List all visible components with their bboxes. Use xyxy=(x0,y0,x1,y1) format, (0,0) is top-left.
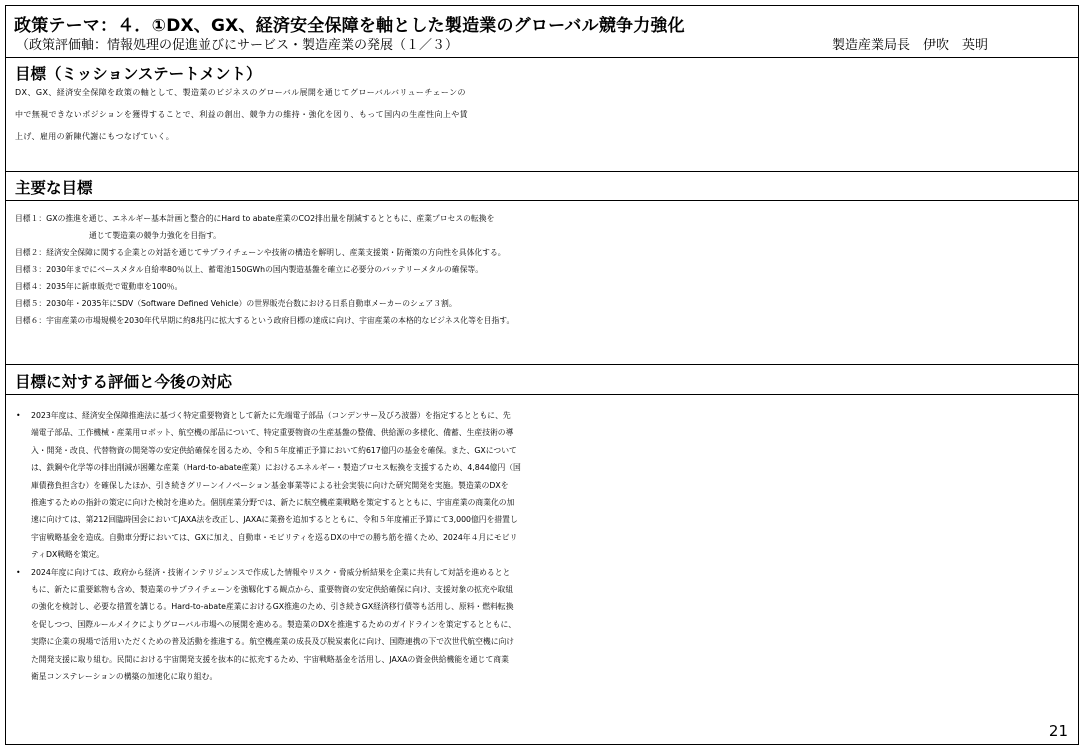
header-section xyxy=(6,6,1078,58)
bullet-line: • 2024年度に向けては、政府から経済・技術インテリジェンスで作成した情報やリスク・脅威分析結果を企業に共有して対話を進めるとと xyxy=(15,564,1073,581)
bullet-line: た開発支援に取り組む。民間における宇宙開発支援を抜本的に拡充するため、宇宙戦略基金を活用し、JAXAの資金供給機能を通じて商業 xyxy=(31,654,509,664)
bullet-line: 入・開発・改良、代替物資の開発等の安定供給確保を図るため、令和５年度補正予算において約617億円の基金を確保。また、GXについて xyxy=(31,445,517,455)
goal-item: 目標３：2030年までにベースメタル自給率80％以上、蓄電池150GWhの国内製造基盤を確立に必要分のバッテリーメタルの確保等。 xyxy=(15,265,483,274)
bullet-line: の強化を検討し、必要な措置を講じる。Hard-to-abate産業におけるGX推進のため、引き続きGX経済移行債等も活用し、原料・燃料転換 xyxy=(31,602,514,612)
bullet-line: 衛星コンステレーションの構築の加速化に取り組む。 xyxy=(31,672,218,682)
mission-line: 中で無視できないポジションを獲得することで、利益の創出、競争力の維持・強化を図り、もって国内の生産性向上や賃 xyxy=(15,110,469,119)
goal-item: 目標２：経済安全保障に関する企業との対話を通じてサプライチェーンや技術の構造を解明し、産業支援策・防衛策の方向性を具体化する。 xyxy=(15,248,506,257)
bullet-line: 端電子部品、工作機械・産業用ロボット、航空機の部品について、特定重要物資の生産基盤の整備、供給源の多様化、備蓄、生産技術の導 xyxy=(31,428,514,438)
bullet-line: は、鉄鋼や化学等の排出削減が困難な産業（Hard-to-abate産業）におけるエネルギー・製造プロセス転換を支援するため、4,844億円（国 xyxy=(31,463,521,473)
bullet-line: 宇宙戦略基金を造成。自動車分野においては、GXに加え、自動車・モビリティを巡るDXの中での勝ち筋を描くため、2024年４月にモビリ xyxy=(31,532,518,542)
evaluation-heading-section xyxy=(6,365,1078,395)
bullet-line: 実際に企業の現場で活用いただくための普及活動を推進する。航空機産業の成長及び脱炭素化に向け、国際連携の下で次世代航空機に向け xyxy=(31,637,515,647)
bullet-line: 速に向けては、第212回臨時国会においてJAXA法を改正し、JAXAに業務を追加するとともに、令和５年度補正予算にて3,000億円を措置し xyxy=(31,515,518,525)
document-frame xyxy=(5,5,1079,745)
page-number: 21 xyxy=(1048,722,1068,740)
bullet-line: を促しつつ、国際ルールメイクによりグローバル市場への展開を進める。製造業のDXを推進するためのガイドラインを策定するとともに、 xyxy=(31,619,517,629)
goal-item: 目標４：2035年に新車販売で電動車を100％。 xyxy=(15,282,183,291)
bullet-line: 推進するための指針の策定に向けた検討を進めた。個別産業分野では、新たに航空機産業戦略を策定するとともに、宇宙産業の商業化の加 xyxy=(31,498,515,508)
goals-section xyxy=(6,201,1078,365)
goals-list xyxy=(15,210,514,329)
mission-line: 上げ、雇用の新陳代謝にもつなげていく。 xyxy=(15,132,175,141)
mission-line: DX、GX、経済安全保障を政策の軸として、製造業のビジネスのグローバル展開を通じてグローバルバリューチェーンの xyxy=(15,88,466,97)
mission-section xyxy=(6,58,1078,172)
bullet-line: • 2023年度は、経済安全保障推進法に基づく特定重要物資として新たに先端電子部品（コンデンサー及びろ波器）を指定するとともに、先 xyxy=(15,407,1073,424)
page-title: 政策テーマ：４．①DX、GX、経済安全保障を軸とした製造業のグローバル競争力強化 xyxy=(14,16,685,36)
evaluation-section xyxy=(6,395,1078,745)
bullet-line: ティDX戦略を策定。 xyxy=(31,550,105,560)
mission-heading: 目標（ミッションステートメント） xyxy=(15,65,262,83)
goal-item: 目標６：宇宙産業の市場規模を2030年代早期に約8兆円に拡大するという政府目標の達成に向け、宇宙産業の本格的なビジネス化等を目指す。 xyxy=(15,316,515,325)
goal-item-continuation: 通じて製造業の競争力強化を目指す。 xyxy=(89,231,221,240)
responsible-official: 製造産業局長 伊吹 英明 xyxy=(832,38,989,53)
mission-text xyxy=(15,82,1069,148)
goal-item: 目標１：GXの推進を通じ、エネルギー基本計画と整合的にHard to abate産業のCO2排出量を削減するとともに、産業プロセスの転換を xyxy=(15,214,495,223)
goals-heading: 主要な目標 xyxy=(15,179,93,197)
goal-item: 目標５：2030年・2035年にSDV（Software Defined Vehicle）の世界販売台数における日系自動車メーカーのシェア３割。 xyxy=(15,299,457,308)
evaluation-bullets xyxy=(15,407,1073,686)
policy-axis-subtitle: （政策評価軸：情報処理の促進並びにサービス・製造産業の発展（１／３） xyxy=(16,38,459,53)
bullet-line: もに、新たに重要鉱物も含め、製造業のサプライチェーンを強靱化する観点から、重要物資の安定供給確保に向け、支援対象の拡充や取組 xyxy=(31,585,514,595)
goals-heading-section xyxy=(6,172,1078,201)
bullet-line: 庫債務負担含む）を確保したほか、引き続きグリーンイノベーション基金事業等による社会実装に向けた研究開発を実施。製造業のDXを xyxy=(31,480,509,490)
evaluation-heading: 目標に対する評価と今後の対応 xyxy=(15,373,233,391)
